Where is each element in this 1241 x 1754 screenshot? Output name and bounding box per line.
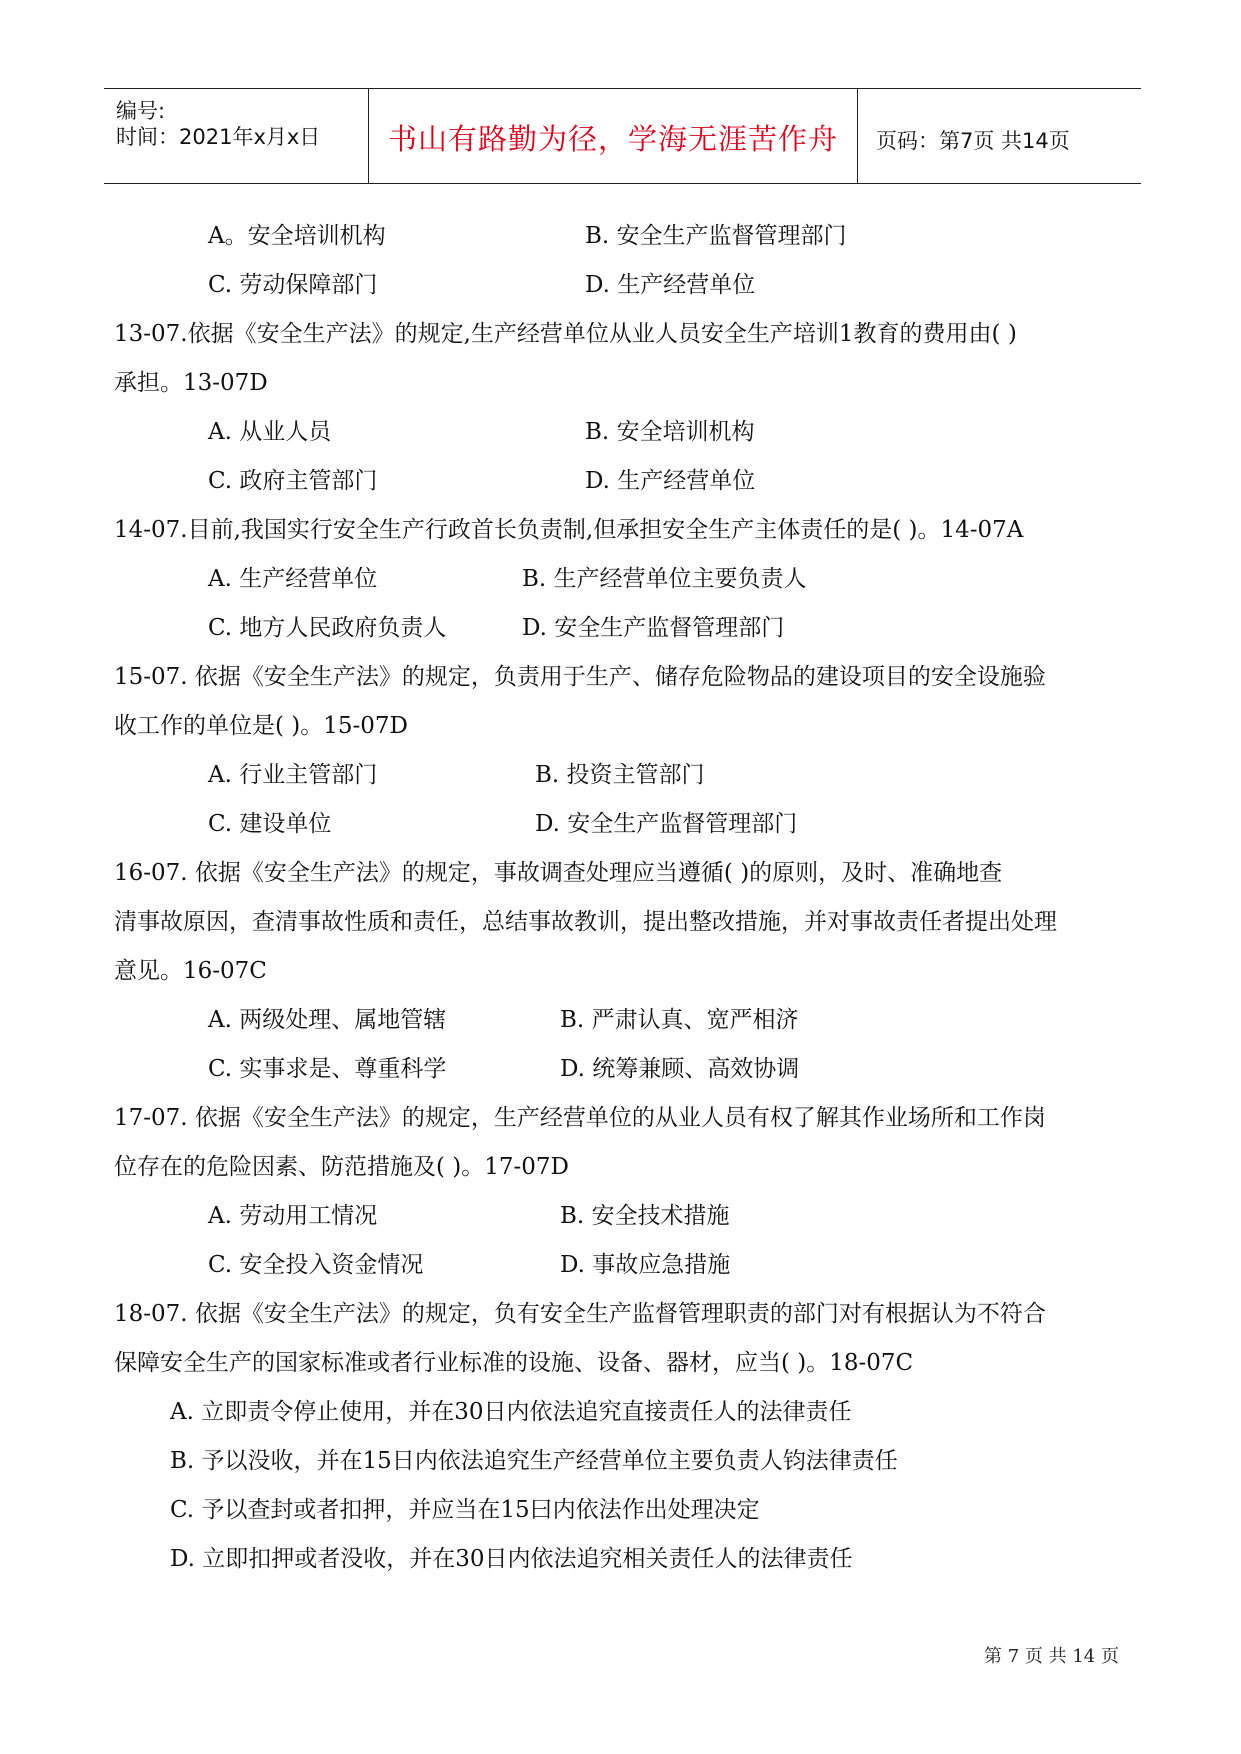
q13-question-line-1: 13-07.依据《安全生产法》的规定,生产经营单位从业人员安全生产培训1教育的费用由( ) — [114, 321, 1017, 347]
q13-option-d: D. 生产经营单位 — [585, 468, 756, 494]
q18-option-c: C. 予以查封或者扣押，并应当在15曰内依法作出处理决定 — [170, 1497, 760, 1523]
q12-option-d: D. 生产经营单位 — [585, 272, 756, 298]
page-footer-number: 第 7 页 共 14 页 — [984, 1646, 1119, 1667]
q18-question-line-2: 保障安全生产的国家标准或者行业标准的设施、设备、器材，应当( )。18-07C — [114, 1350, 914, 1376]
q18-question-line-1: 18-07. 依据《安全生产法》的规定，负有安全生产监督管理职责的部门对有根据认为不符合 — [114, 1301, 1046, 1327]
q16-option-c: C. 实事求是、尊重科学 — [208, 1056, 447, 1082]
q14-option-c: C. 地方人民政府负责人 — [208, 615, 447, 641]
q12-option-b: B. 安全生产监督管理部门 — [585, 223, 847, 249]
q16-question-line-1: 16-07. 依据《安全生产法》的规定，事故调查处理应当遵循( )的原则，及时、准确地查 — [114, 860, 1003, 886]
q14-option-a: A. 生产经营单位 — [208, 566, 378, 592]
q17-option-b: B. 安全技术措施 — [560, 1203, 730, 1229]
header-motto: 书山有路勤为径，学海无涯苦作舟 — [387, 122, 838, 156]
q15-option-b: B. 投资主管部门 — [535, 762, 705, 788]
header-page-cell — [858, 89, 1141, 183]
q16-question-line-2: 清事故原因，查清事故性质和责任，总结事故教训，提出整改措施，并对事故责任者提出处理 — [114, 909, 1057, 935]
q14-option-d: D. 安全生产监督管理部门 — [522, 615, 785, 641]
header-motto-cell — [368, 89, 858, 183]
q16-option-b: B. 严肃认真、宽严相济 — [560, 1007, 799, 1033]
document-time-label: 时间：2021年x月x日 — [116, 125, 321, 149]
q13-question-line-2: 承担。13-07D — [114, 370, 268, 396]
q14-option-b: B. 生产经营单位主要负责人 — [522, 566, 807, 592]
q15-question-line-2: 收工作的单位是( )。15-07D — [114, 713, 409, 739]
q17-option-a: A. 劳动用工情况 — [208, 1203, 378, 1229]
q18-option-b: B. 予以没收，并在15日内依法追究生产经营单位主要负责人钧法律责任 — [170, 1448, 898, 1474]
q17-question-line-2: 位存在的危险因素、防范措施及( )。17-07D — [114, 1154, 570, 1180]
q12-option-a: A。安全培训机构 — [208, 223, 386, 249]
q18-option-a: A. 立即责令停止使用，并在30日内依法追究直接责任人的法律责任 — [170, 1399, 852, 1425]
q13-option-a: A. 从业人员 — [208, 419, 332, 445]
q13-option-c: C. 政府主管部门 — [208, 468, 378, 494]
q15-option-d: D. 安全生产监督管理部门 — [535, 811, 798, 837]
q14-question-line-1: 14-07.目前,我国实行安全生产行政首长负责制,但承担安全生产主体责任的是( )。14-07A — [114, 517, 1024, 543]
q18-option-d: D. 立即扣押或者没收，并在30日内依法追究相关责任人的法律责任 — [170, 1546, 853, 1572]
q17-option-c: C. 安全投入资金情况 — [208, 1252, 424, 1278]
q16-option-a: A. 两级处理、属地管辖 — [208, 1007, 447, 1033]
q16-question-line-3: 意见。16-07C — [114, 958, 267, 984]
q15-option-a: A. 行业主管部门 — [208, 762, 378, 788]
q17-question-line-1: 17-07. 依据《安全生产法》的规定，生产经营单位的从业人员有权了解其作业场所和工作岗 — [114, 1105, 1046, 1131]
document-number-label: 编号: — [116, 99, 166, 123]
header-page-info: 页码：第7页 共14页 — [876, 129, 1070, 153]
q15-option-c: C. 建设单位 — [208, 811, 332, 837]
q15-question-line-1: 15-07. 依据《安全生产法》的规定，负责用于生产、储存危险物品的建设项目的安全设施验 — [114, 664, 1046, 690]
q13-option-b: B. 安全培训机构 — [585, 419, 755, 445]
page-header — [104, 88, 1141, 184]
q17-option-d: D. 事故应急措施 — [560, 1252, 731, 1278]
q16-option-d: D. 统筹兼顾、高效协调 — [560, 1056, 800, 1082]
q12-option-c: C. 劳动保障部门 — [208, 272, 378, 298]
header-meta — [104, 89, 368, 183]
